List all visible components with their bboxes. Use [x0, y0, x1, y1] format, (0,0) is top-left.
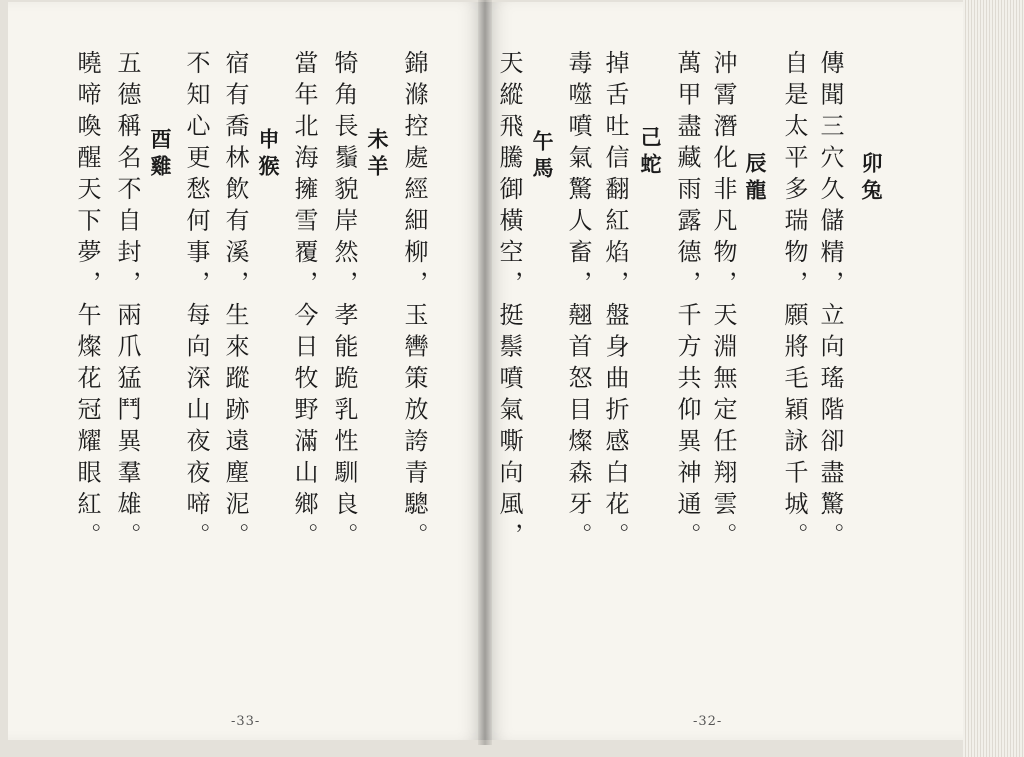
page-number: -32-: [693, 714, 723, 729]
section-heading: 申猴: [256, 128, 281, 182]
verse-column: 毒噬噴氣驚人畜，翹首怒目燦森牙。: [564, 50, 592, 554]
verse-column: 不知心更愁何事，每向深山夜夜啼。: [182, 50, 210, 554]
left-page: [8, 2, 485, 740]
section-heading: 辰龍: [743, 152, 768, 206]
verse-column: 傳聞三穴久儲精，立向瑤階卻盡驚。: [816, 50, 844, 554]
verse-column: 掉舌吐信翻紅焰，盤身曲折感白花。: [601, 50, 629, 554]
verse-column: 沖霄潛化非凡物，天淵無定任翔雲。: [709, 50, 737, 554]
verse-column: 天縱飛騰御橫空，挺鬃噴氣嘶向風，: [495, 50, 523, 554]
verse-column: 五德稱名不自封，兩爪猛鬥異羣雄。: [113, 50, 141, 554]
page-number: -33-: [231, 714, 261, 729]
book-gutter: [478, 0, 492, 745]
section-heading: 卯兔: [859, 152, 884, 206]
section-heading: 酉雞: [148, 128, 173, 182]
verse-column: 萬甲盡藏雨露德，千方共仰異神通。: [673, 50, 701, 554]
verse-column: 曉啼喚醒天下夢，午燦花冠耀眼紅。: [73, 50, 101, 554]
verse-column: 宿有喬林飲有溪，生來蹤跡遠塵泥。: [221, 50, 249, 554]
verse-column: 犄角長鬚貌岸然，孝能跪乳性馴良。: [330, 50, 358, 554]
section-heading: 午馬: [530, 130, 555, 184]
verse-column: 錦滌控處經細柳，玉轡策放誇青驄。: [400, 50, 428, 554]
page-edges: [963, 0, 1024, 757]
section-heading: 未羊: [365, 128, 390, 182]
right-page: [485, 2, 963, 740]
verse-column: 自是太平多瑞物，願將毛穎詠千城。: [780, 50, 808, 554]
verse-column: 當年北海擁雪覆，今日牧野滿山鄉。: [290, 50, 318, 554]
section-heading: 己蛇: [638, 126, 663, 180]
